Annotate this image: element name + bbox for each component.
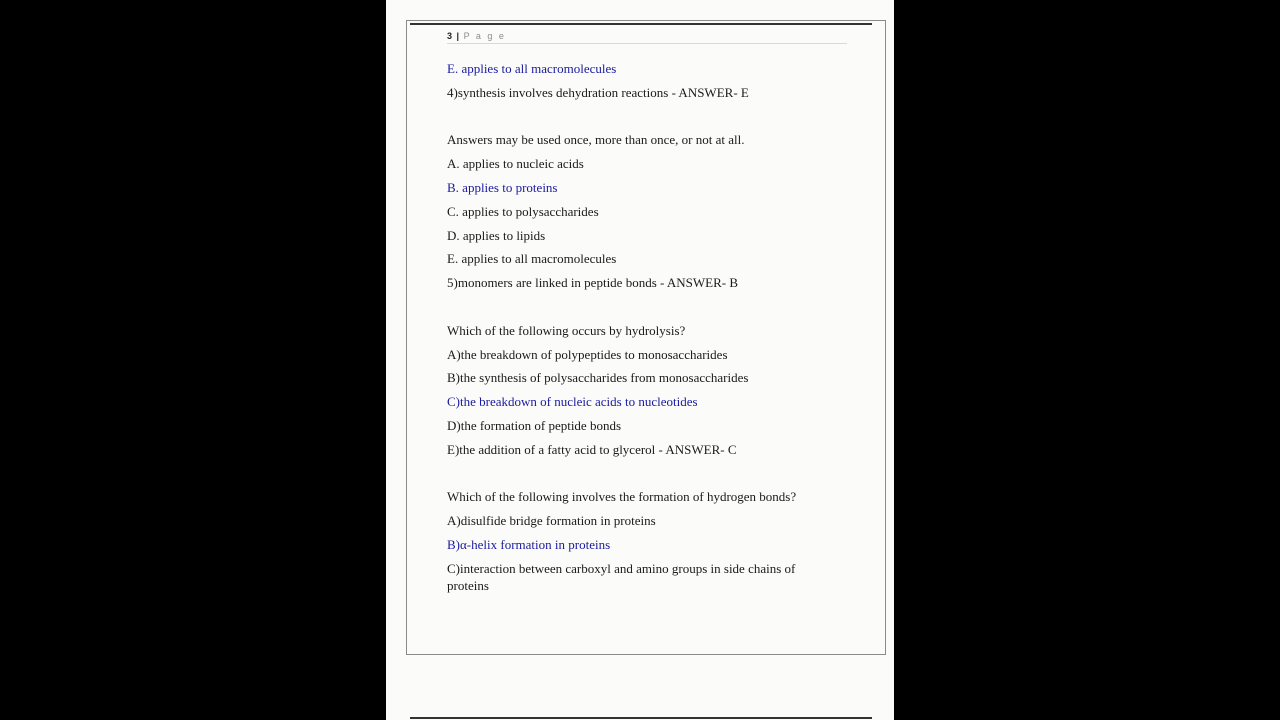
text-line: Which of the following occurs by hydrolysis? [447, 322, 686, 338]
text-line: B)α-helix formation in proteins [447, 536, 611, 552]
text-line: C)interaction between carboxyl and amino groups in side chains of proteins [447, 560, 796, 593]
next-page-rule [410, 717, 872, 719]
paragraph-gap [447, 108, 827, 132]
document-body [447, 60, 827, 601]
text-line: C)the breakdown of nucleic acids to nucleotides [447, 394, 698, 410]
text-line: B. applies to proteins [447, 179, 558, 195]
text-line: A)disulfide bridge formation in proteins [447, 513, 656, 529]
text-line: B)the synthesis of polysaccharides from monosaccharides [447, 370, 749, 386]
text-line: 4)synthesis involves dehydration reactions - ANSWER- E [447, 84, 749, 100]
page-label: P a g e [463, 31, 506, 41]
text-line: Answers may be used once, more than once, or not at all. [447, 132, 745, 148]
text-line: D. applies to lipids [447, 227, 546, 243]
page-number: 3 [447, 31, 453, 41]
text-line: E. applies to all macromolecules [447, 61, 617, 76]
text-line: D)the formation of peptide bonds [447, 417, 622, 433]
text-line: E. applies to all macromolecules [447, 251, 617, 267]
document-page [386, 0, 894, 720]
text-line: A)the breakdown of polypeptides to monosaccharides [447, 346, 728, 362]
paragraph-gap [447, 465, 827, 489]
text-line: Which of the following involves the formation of hydrogen bonds? [447, 489, 797, 505]
text-line: 5)monomers are linked in peptide bonds - ANSWER- B [447, 275, 739, 291]
text-line: A. applies to nucleic acids [447, 156, 584, 172]
page-header-separator: | [456, 31, 460, 41]
text-line: C. applies to polysaccharides [447, 203, 599, 219]
page-header [447, 31, 847, 44]
paragraph-gap [447, 298, 827, 322]
text-line: E)the addition of a fatty acid to glycerol - ANSWER- C [447, 441, 737, 457]
